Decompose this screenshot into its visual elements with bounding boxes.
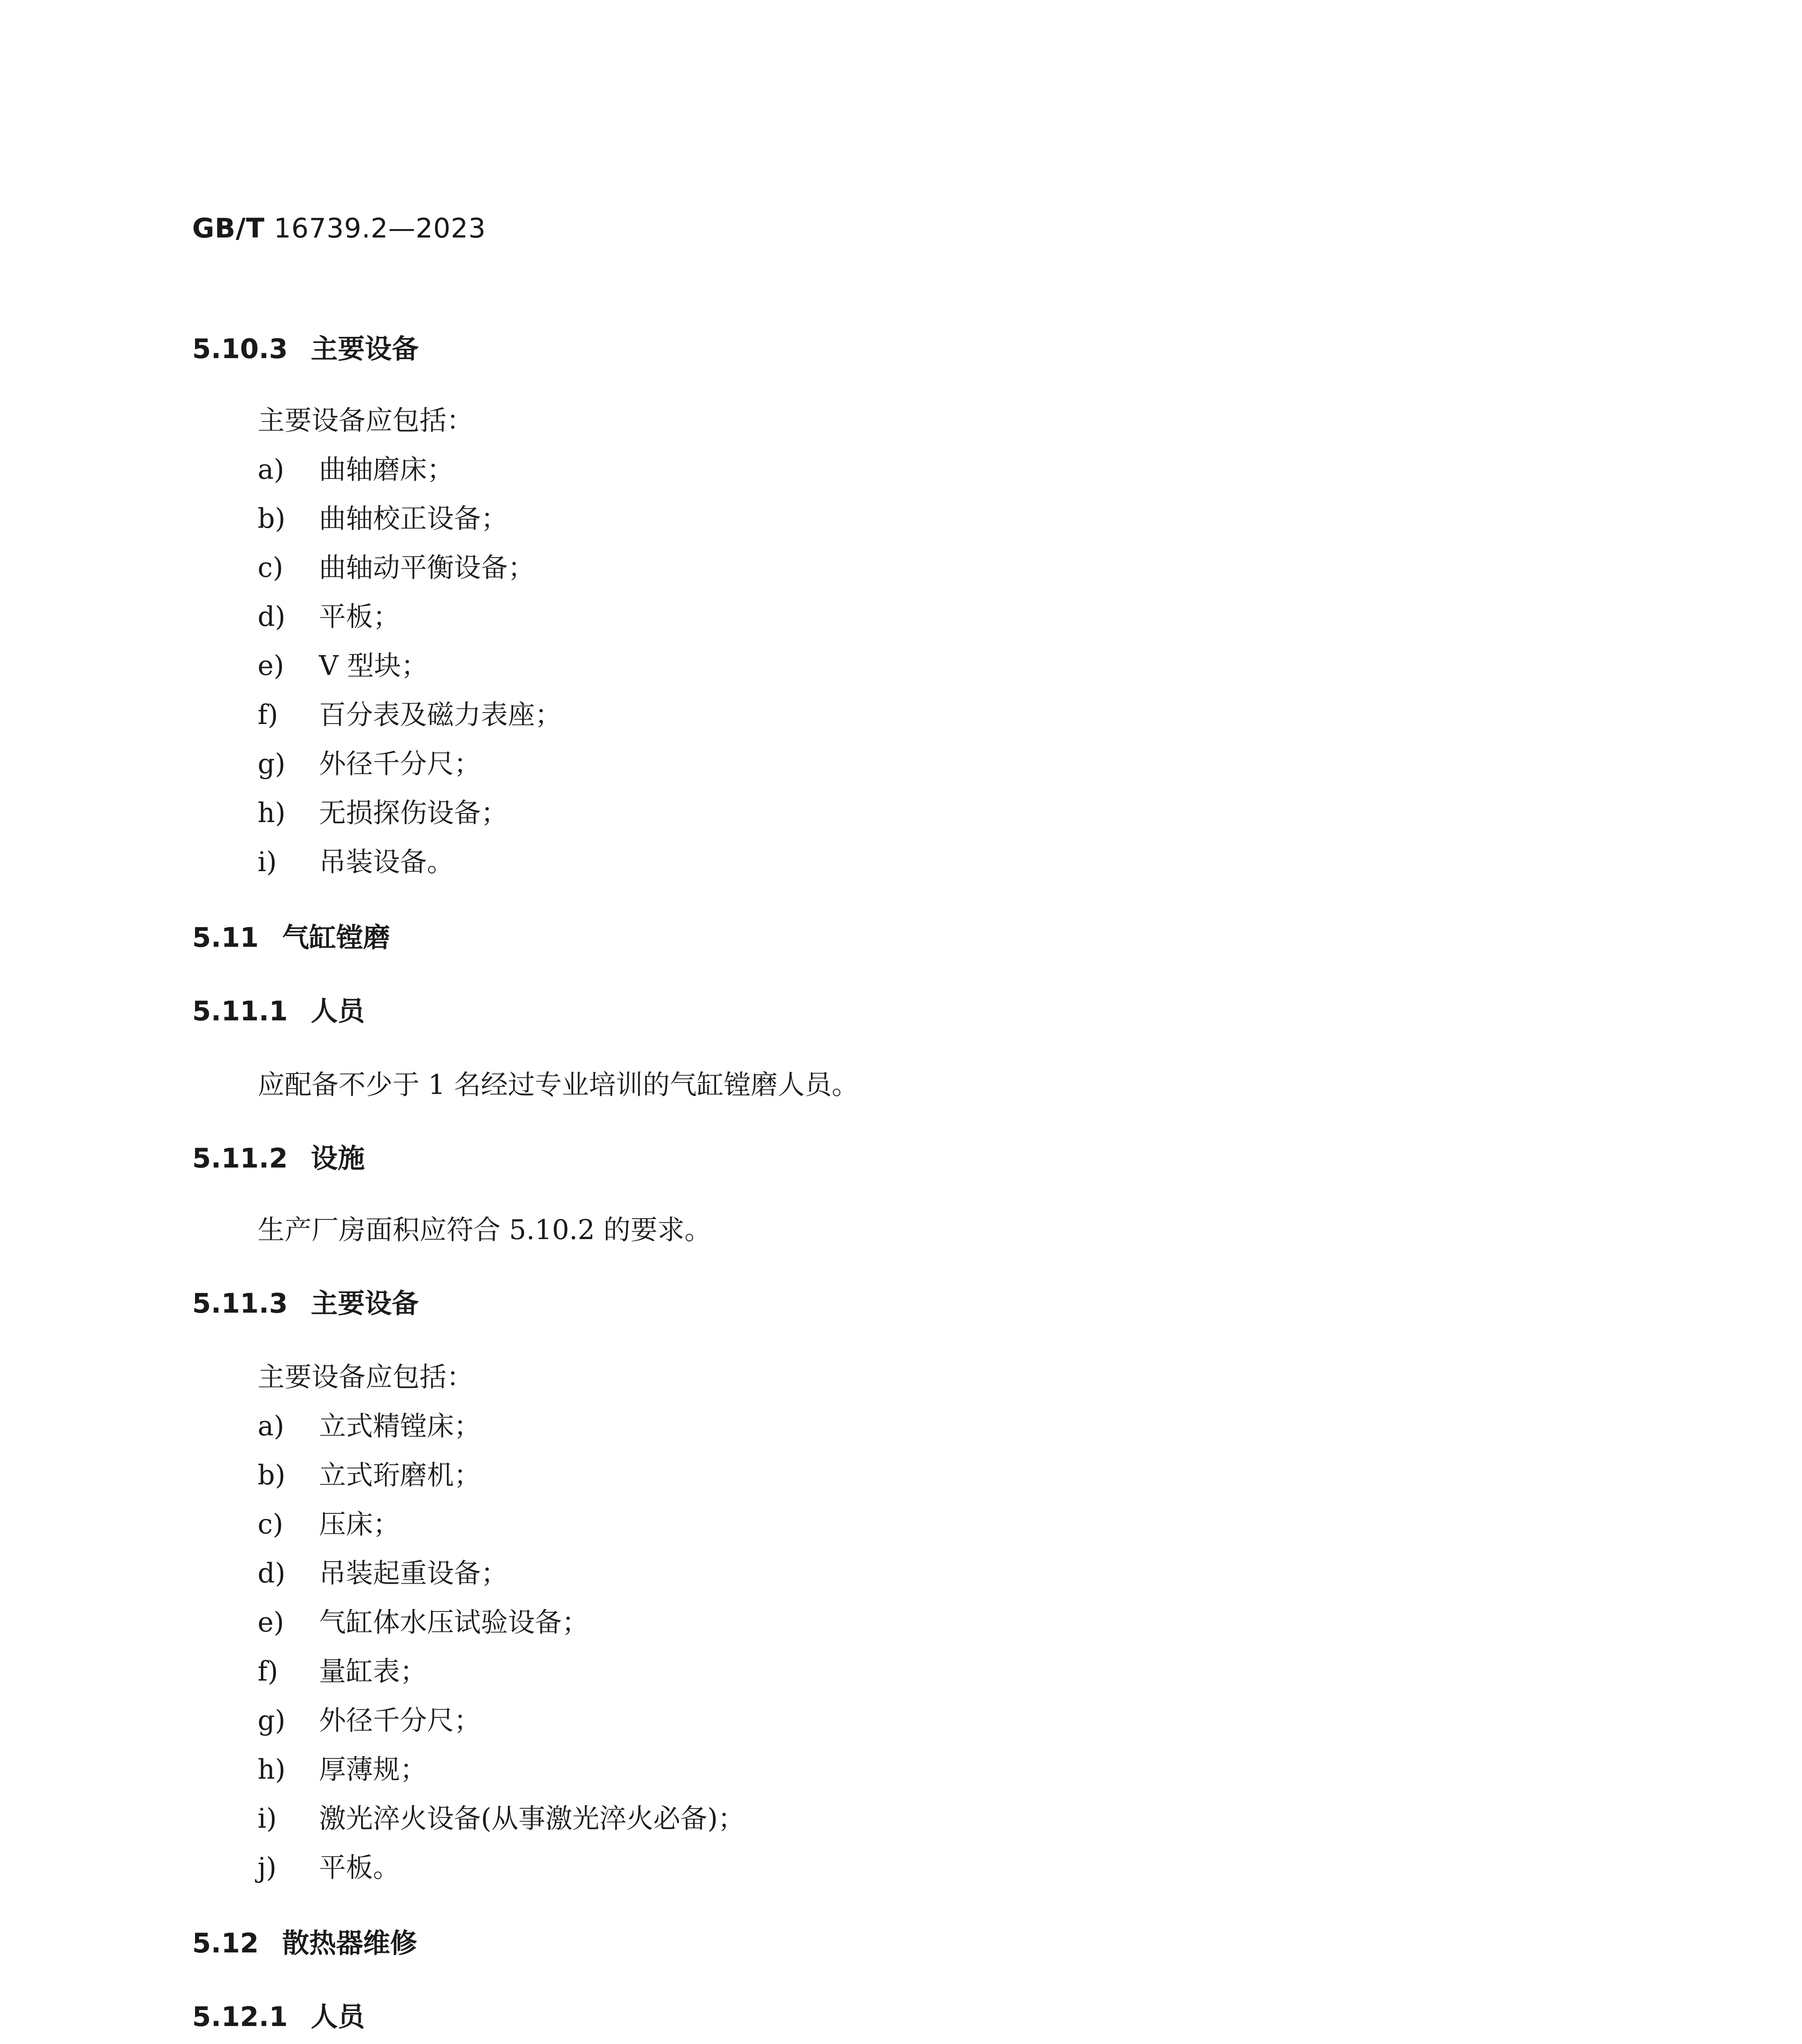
list-item	[258, 742, 481, 781]
list-marker: g)	[258, 748, 285, 780]
list-marker: g)	[258, 1705, 285, 1736]
section-5-11-3-heading	[192, 1282, 419, 1320]
list-item	[258, 693, 562, 732]
list-marker: j)	[258, 1852, 277, 1883]
list-text: 平板；	[319, 601, 400, 632]
list-marker: h)	[258, 797, 286, 829]
standard-code	[192, 213, 486, 244]
section-number: 5.11.2	[192, 1143, 288, 1174]
list-item	[258, 1551, 508, 1590]
standard-code-prefix: GB/T	[192, 213, 265, 244]
list-marker: b)	[258, 503, 285, 534]
section-5-11-heading	[192, 916, 390, 955]
section-number: 5.11.3	[192, 1288, 288, 1319]
list-marker: f)	[258, 1656, 278, 1687]
list-text: 气缸体水压试验设备；	[319, 1607, 589, 1638]
list-item	[258, 497, 508, 536]
list-marker: a)	[258, 454, 285, 485]
section-title: 散热器维修	[282, 1927, 417, 1959]
section-number: 5.12	[192, 1927, 259, 1959]
list-text: 百分表及磁力表座；	[319, 699, 562, 731]
list-item	[258, 1846, 400, 1885]
list-marker: c)	[258, 1508, 283, 1540]
section-5-12-heading	[192, 1921, 417, 1960]
list-text: 吊装起重设备；	[319, 1558, 508, 1589]
list-text: 激光淬火设备(从事激光淬火必备)；	[319, 1803, 745, 1834]
list-text: 厚薄规；	[319, 1754, 427, 1785]
list-text: 曲轴校正设备；	[319, 503, 508, 534]
list-text: 曲轴动平衡设备；	[319, 552, 535, 583]
section-title: 主要设备	[311, 1288, 419, 1319]
list-item	[258, 644, 428, 683]
section-number: 5.11.1	[192, 995, 288, 1027]
list-text: 曲轴磨床；	[319, 454, 454, 485]
section-title: 人员	[311, 2001, 365, 2033]
list-text: 外径千分尺；	[319, 748, 481, 780]
list-item	[258, 1600, 589, 1639]
list-marker: d)	[258, 601, 285, 632]
list-marker: i)	[258, 1803, 277, 1834]
section-5-10-3-intro: 主要设备应包括：	[258, 405, 474, 436]
list-text: 外径千分尺；	[319, 1705, 481, 1736]
section-5-12-1-heading	[192, 1995, 365, 2034]
list-item	[258, 448, 454, 486]
list-text: 吊装设备。	[319, 846, 454, 878]
list-marker: c)	[258, 552, 283, 583]
list-item	[258, 1404, 481, 1443]
list-item	[258, 1650, 427, 1688]
list-text: V 型块；	[319, 650, 428, 681]
list-marker: f)	[258, 699, 278, 731]
list-item	[258, 1453, 481, 1492]
list-text: 平板。	[319, 1852, 400, 1883]
list-item	[258, 595, 400, 634]
standard-code-number: 16739.2—2023	[274, 213, 486, 244]
section-title: 气缸镗磨	[282, 922, 390, 953]
section-title: 主要设备	[311, 333, 419, 365]
list-item	[258, 1797, 745, 1836]
section-5-10-3-heading	[192, 327, 419, 366]
list-item	[258, 1699, 481, 1737]
section-5-11-2-text: 生产厂房面积应符合 5.10.2 的要求。	[258, 1214, 711, 1246]
list-text: 立式精镗床；	[319, 1410, 481, 1442]
list-marker: d)	[258, 1558, 285, 1589]
list-item	[258, 546, 535, 585]
section-number: 5.10.3	[192, 333, 288, 365]
list-marker: h)	[258, 1754, 286, 1785]
list-text: 量缸表；	[319, 1656, 427, 1687]
section-title: 设施	[311, 1143, 365, 1174]
list-marker: b)	[258, 1459, 285, 1491]
section-5-11-1-heading	[192, 989, 365, 1028]
section-title: 人员	[311, 995, 365, 1027]
list-item	[258, 1502, 400, 1541]
list-text: 压床；	[319, 1508, 400, 1540]
section-5-11-1-text: 应配备不少于 1 名经过专业培训的气缸镗磨人员。	[258, 1069, 859, 1100]
list-text: 立式珩磨机；	[319, 1459, 481, 1491]
list-marker: i)	[258, 846, 277, 878]
section-5-11-2-heading	[192, 1136, 365, 1175]
list-item	[258, 1748, 427, 1786]
list-text: 无损探伤设备；	[319, 797, 508, 829]
list-marker: e)	[258, 650, 284, 681]
section-number: 5.12.1	[192, 2001, 288, 2033]
list-marker: a)	[258, 1410, 285, 1442]
list-item	[258, 791, 508, 830]
section-number: 5.11	[192, 922, 259, 953]
list-marker: e)	[258, 1607, 284, 1638]
section-5-11-3-intro: 主要设备应包括：	[258, 1361, 474, 1393]
list-item	[258, 840, 454, 879]
